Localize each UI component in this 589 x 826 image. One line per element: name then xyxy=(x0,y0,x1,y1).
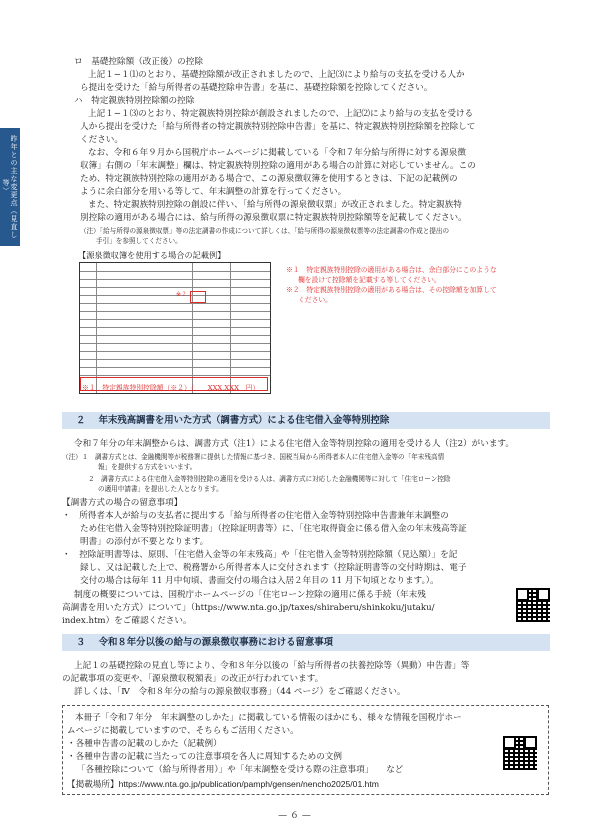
section-2-note-3: ２ 調書方式による住宅借入金等特別控除の適用を受ける人は、調書方式に対応した金融機関等に対して「住宅ローン控除 xyxy=(88,475,451,483)
section-3-number: ３ xyxy=(76,637,86,648)
ro-body-line-1: 上記１−１⑴のとおり、基礎控除額が改正されましたので、上記⑶により給与の支払を受ける人か xyxy=(88,70,465,80)
section-3-line-2: の記載事項の変更や、「源泉徴収税額表」の改正が行われています。 xyxy=(62,674,324,684)
sidebar-changes-tab xyxy=(0,128,20,246)
example-title: 【源泉徴収簿を使用する場合の記載例】 xyxy=(78,250,226,260)
ha-body-line-3: ください。 xyxy=(80,135,123,145)
section-2-point-1b: ため住宅借入金等特別控除証明書」（控除証明書等）に、「住宅取得資金に係る借入金の年末残高等証 xyxy=(80,524,467,534)
section-2-intro: 令和７年分の年末調整からは、調書方式（注1）による住宅借入金等特別控除の適用を受ける人（注2）がいます。 xyxy=(74,439,514,449)
section-2-number: ２ xyxy=(76,415,86,426)
info-line-1: 本冊子「令和７年分 年末調整のしかた」に掲載している情報のほかにも、様々な情報を国税庁ホー xyxy=(75,713,462,723)
ha-body-line-5: 収簿」右側の「年末調整」欄は、特定親族特別控除の適用がある場合の計算に対応していません。この xyxy=(80,161,476,171)
info-link-row xyxy=(67,778,540,792)
ha-note-line-2: 手引」を参照してください。 xyxy=(96,237,182,245)
qr-code-nencho xyxy=(503,736,537,770)
info-line-3: ・各種申告書の記載のしかた（記載例） xyxy=(67,739,222,749)
section-2-point-1c: 明書」の添付が不要となります。 xyxy=(80,537,209,547)
section-3-line-3: 詳しくは、「Ⅳ 令和８年分の給与の源泉徴収事務」（44 ページ）をご確認ください。 xyxy=(74,687,406,697)
ha-note-line-1: （注）「給与所得の源泉徴収票」等の法定調書の作成について詳しくは、「給与所得の源泉徴収票等の法定調書の作成と提出の xyxy=(80,227,450,235)
example-note-2: 欄を設けて控除額を記載する等してください。 xyxy=(298,276,441,284)
section-2-header xyxy=(62,412,550,429)
ha-body-line-2: 人から提出を受けた「給与所得者の特定親族特別控除申告書」を基に、特定親族特別控除額を控除して xyxy=(80,122,476,132)
ro-body-line-2: ら提出を受けた「給与所得者の基礎控除申告書」を基に、基礎控除額を控除してください。 xyxy=(80,83,433,93)
info-link-label: 【掲載場所】 xyxy=(67,780,119,790)
ha-body-line-7: ように余白部分を用いる等して、年末調整の計算を行ってください。 xyxy=(80,187,347,197)
ro-heading: ロ 基礎控除額（改正後）の控除 xyxy=(74,57,203,67)
ha-body-line-1: 上記１−１⑶のとおり、特定親族特別控除が創設されましたので、上記⑵により給与の支払を受ける xyxy=(88,109,474,119)
example-note-1: ※１ 特定親族特別控除の適用がある場合は、余白部分にこのような xyxy=(286,266,497,274)
section-3-header xyxy=(62,634,550,651)
sidebar-tab-label: 昨年との主な変更点（見直し等） xyxy=(2,135,18,239)
ha-heading: ハ 特定親族特別控除額の控除 xyxy=(74,96,195,106)
section-2-title: 年末残高調書を用いた方式（調書方式）による住宅借入金等特別控除 xyxy=(98,415,390,426)
withholding-book-example xyxy=(79,262,271,394)
section-2-outro-1: 制度の概要については、国税庁ホームページの「住宅ローン控除の適用に係る手続（年末残 xyxy=(74,590,426,600)
info-line-4: ・各種申告書の記載に当たっての注意事項を各人に周知するための文例 xyxy=(67,752,343,762)
section-3-line-1: 上記１の基礎控除の見直し等により、令和８年分以後の「給与所得者の扶養控除等（異動）申告書」等 xyxy=(74,661,470,671)
info-box xyxy=(62,705,549,795)
example-note-4: ください。 xyxy=(298,296,332,304)
info-line-5: 「各種控除について（給与所得者用）」や「年末調整を受ける際の注意事項」 など xyxy=(77,765,404,775)
ha-body-line-8: また、特定親族特別控除の創設に伴い、「給与所得の源泉徴収票」が改正されました。特定親族特 xyxy=(88,200,462,210)
ha-body-line-9: 別控除の適用がある場合には、給与所得の源泉徴収票に特定親族特別控除額等を記載してください。 xyxy=(80,213,467,223)
section-2-note-2: 報」を提供する方式をいいます。 xyxy=(98,463,197,471)
example-note-3: ※２ 特定親族特別控除の適用がある場合は、その控除額を加算して xyxy=(286,286,497,294)
section-2-point-1a: ・ 所得者本人が給与の支払者に提出する「給与所得者の住宅借入金等特別控除申告書兼年末調整の xyxy=(62,511,449,521)
section-2-point-2b: 録し、又は記載した上で、税務署から所得者本人に交付されます（控除証明書等の交付時期は、電子 xyxy=(80,563,467,573)
section-2-points-title: 【調書方式の場合の留意事項】 xyxy=(62,498,183,508)
example-caption: ※１ 特定親族特別控除額（※２）（ XXX,XXX 円） xyxy=(82,384,260,392)
ha-body-line-4: なお、令和６年９月から国税庁ホームページに掲載している「令和７年分給与所得に対する源泉徴 xyxy=(88,148,466,158)
page-number: — ６ — xyxy=(278,811,311,821)
section-2-outro-2[interactable]: 高調書を用いた方式）について」（https://www.nta.go.jp/taxes/shiraberu/shinkoku/jutaku/ xyxy=(62,603,435,613)
info-link-url[interactable]: https://www.nta.go.jp/publication/pamph/gensen/nencho2025/01.htm xyxy=(118,779,379,789)
ha-body-line-6: ため、特定親族特別控除の適用がある場合で、この源泉徴収簿を使用するときは、下記の記載例の xyxy=(80,174,458,184)
section-2-point-2a: ・ 控除証明書等は、原則、「住宅借入金等の年末残高」や「住宅借入金等特別控除額（見込額）」を記 xyxy=(62,550,458,560)
section-2-note-1: （注）１ 調書方式とは、金融機関等が税務署に提供した情報に基づき、国税当局から所得者本人に住宅借入金等の「年末残高情 xyxy=(62,453,445,461)
example-marker: ※２ xyxy=(176,291,188,298)
qr-code-jutaku xyxy=(516,588,550,622)
section-3-title: 令和８年分以後の給与の源泉徴収事務における留意事項 xyxy=(98,637,334,648)
example-notes xyxy=(286,265,556,305)
info-line-2: ムページに掲載していますので、そちらもご活用ください。 xyxy=(67,726,299,736)
section-2-note-4: の適用申請書」を提出した人となります。 xyxy=(98,485,223,493)
section-2-point-2c: 交付の場合は毎年 11 月中旬頃、書面交付の場合は入居２年目の 11 月下旬頃となります。）。 xyxy=(80,576,439,586)
section-2-outro-3[interactable]: index.htm）をご確認ください。 xyxy=(62,616,192,626)
